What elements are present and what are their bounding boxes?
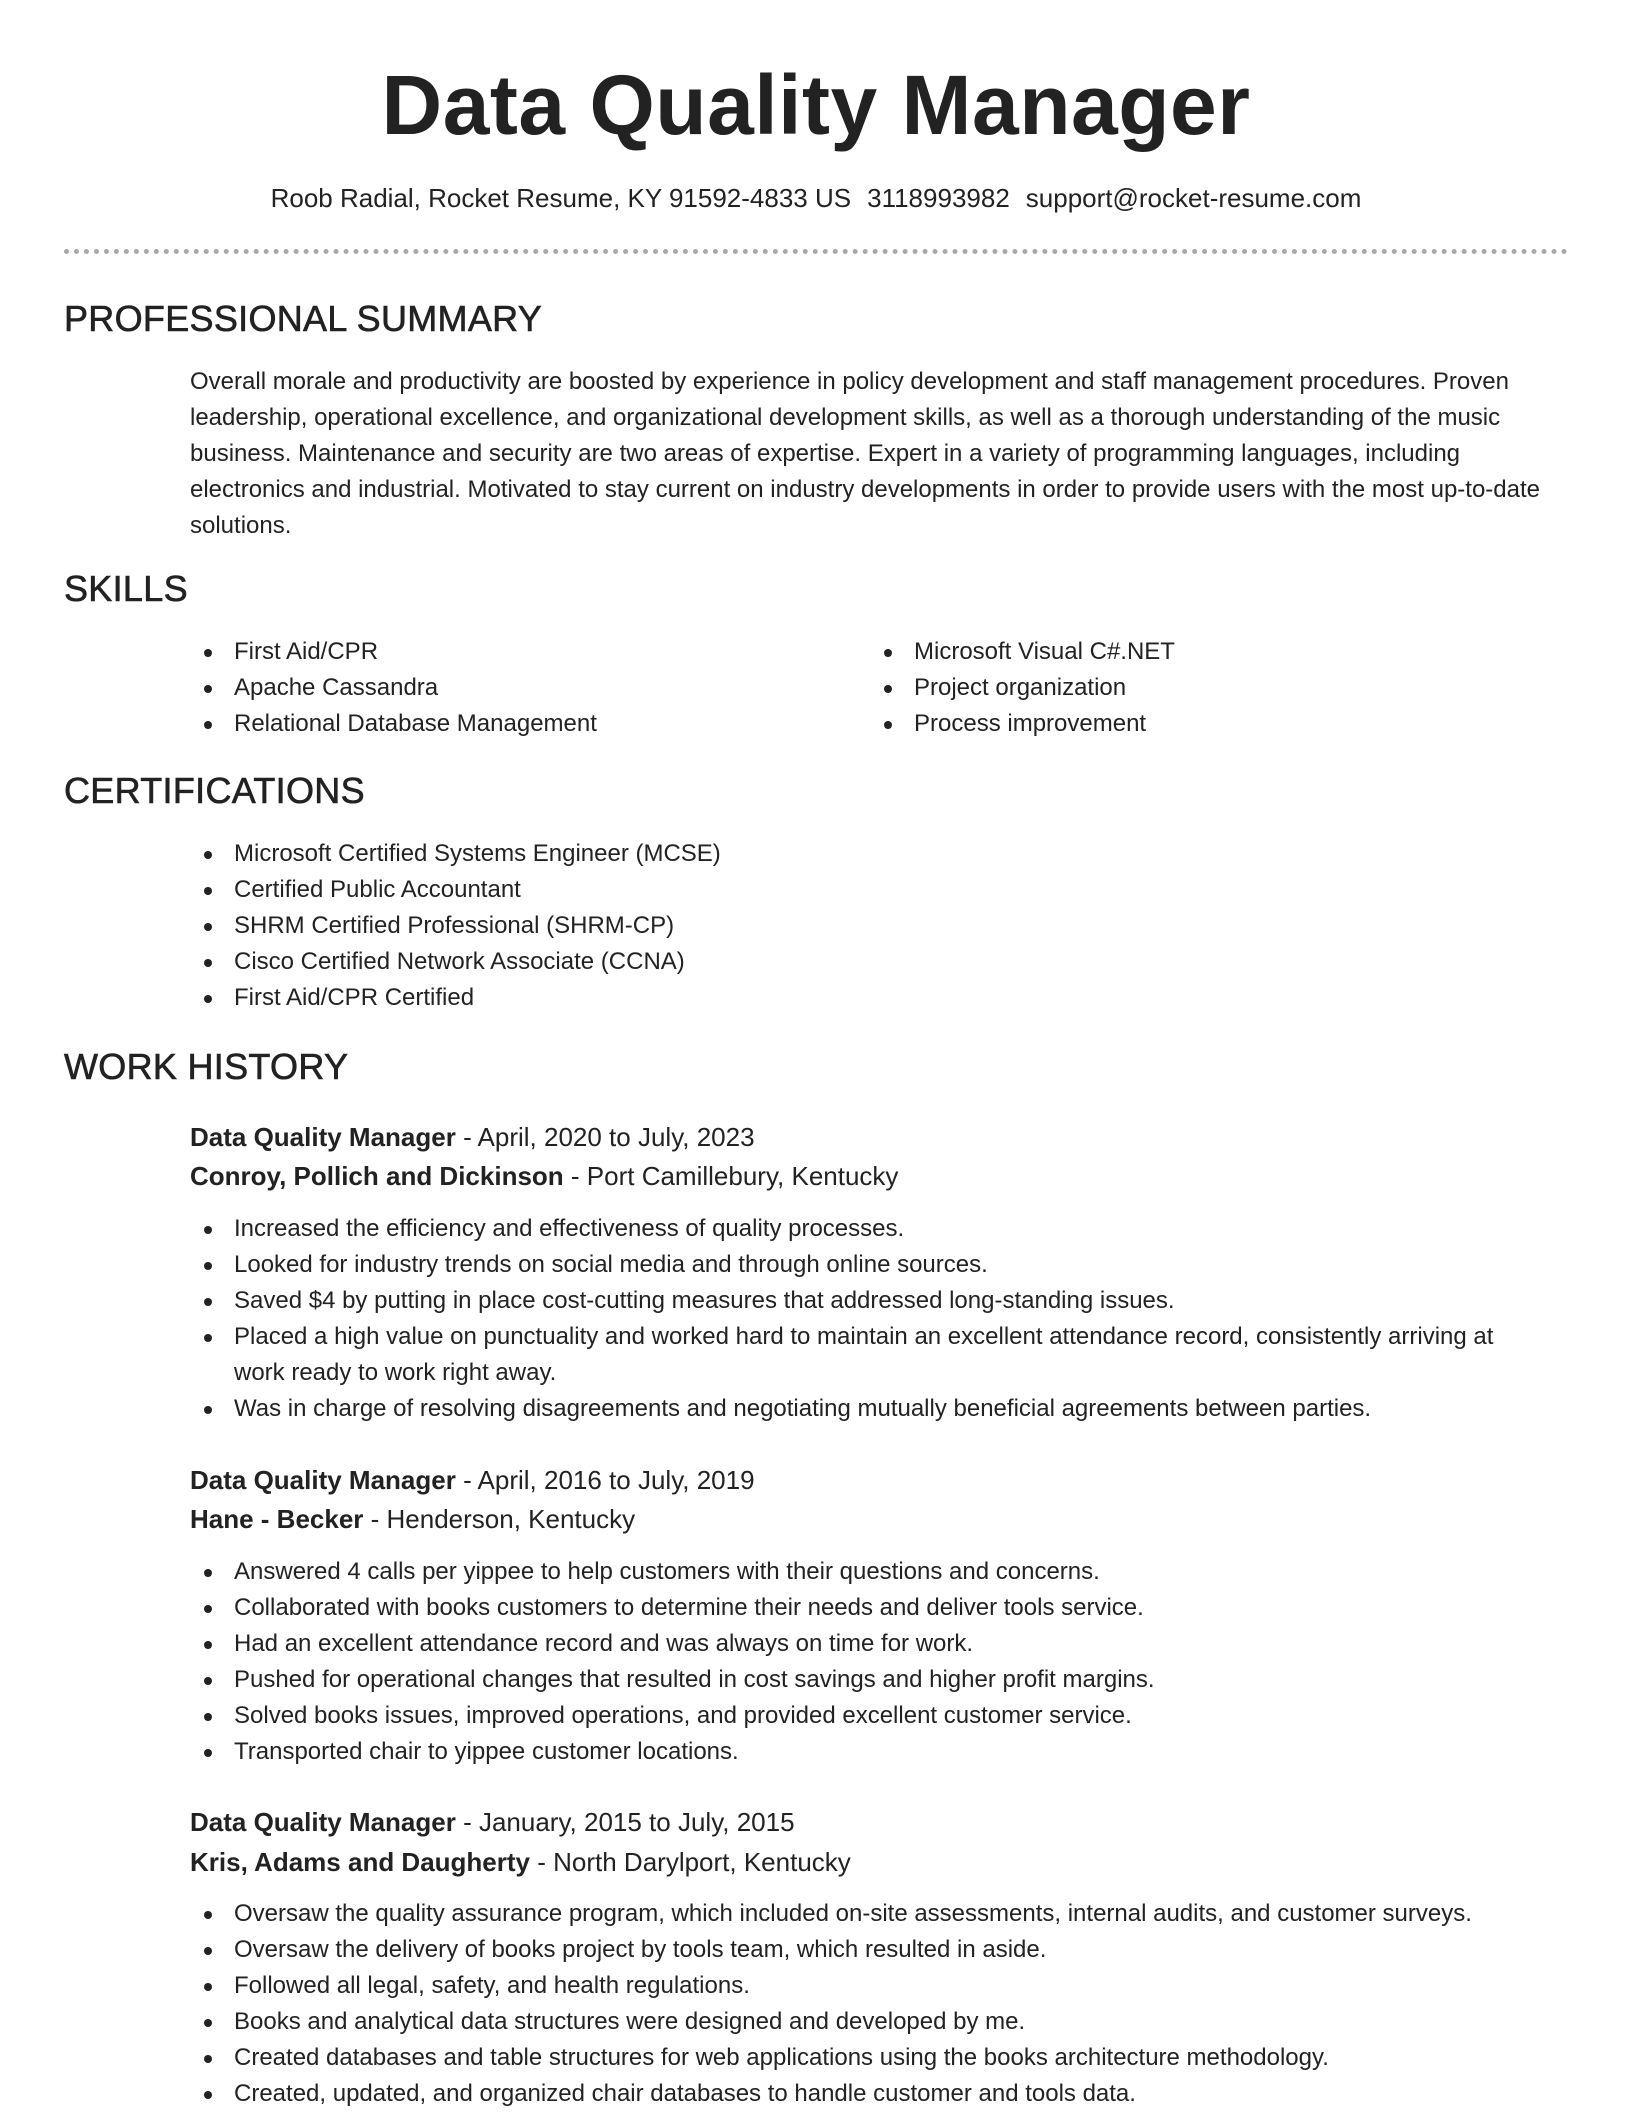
- job-title-line: [190, 1460, 755, 1500]
- bullet-icon: [884, 685, 892, 693]
- bullet-icon: [204, 1641, 212, 1649]
- job-bullet: Answered 4 calls per yippee to help customers with their questions and concerns.: [190, 1554, 1550, 1590]
- job-bullet: Transported chair to yippee customer locations.: [190, 1734, 1550, 1770]
- job-location: - Henderson, Kentucky: [363, 1504, 636, 1534]
- bullet-icon: [204, 721, 212, 729]
- skills-heading: SKILLS: [64, 568, 188, 609]
- skills-list-left: [190, 634, 830, 742]
- job-bullet: Oversaw the quality assurance program, which included on-site assessments, internal audits, and customer surveys.: [190, 1896, 1565, 1932]
- bullet-icon: [204, 1569, 212, 1577]
- skill-item: Microsoft Visual C#.NET: [870, 634, 1530, 670]
- certification-item: SHRM Certified Professional (SHRM-CP): [190, 908, 1490, 944]
- bullet-icon: [204, 2091, 212, 2099]
- skills-list-right: [870, 634, 1530, 742]
- bullet-icon: [204, 1406, 212, 1414]
- job-company: Hane - Becker: [190, 1504, 364, 1534]
- job-bullet: Created, updated, and organized chair databases to handle customer and tools data.: [190, 2076, 1565, 2112]
- bullet-icon: [204, 995, 212, 1003]
- job-role: Data Quality Manager: [190, 1807, 456, 1837]
- bullet-icon: [204, 959, 212, 967]
- bullet-icon: [204, 1911, 212, 1919]
- job-bullet: Placed a high value on punctuality and worked hard to maintain an excellent attendance record, consistently arriving at work ready to work right away.: [190, 1319, 1550, 1391]
- bullet-icon: [204, 1677, 212, 1685]
- bullet-icon: [204, 1262, 212, 1270]
- job-bullet: Looked for industry trends on social media and through online sources.: [190, 1247, 1550, 1283]
- job-bullet: Had an excellent attendance record and was always on time for work.: [190, 1626, 1550, 1662]
- job-role: Data Quality Manager: [190, 1465, 456, 1495]
- bullet-icon: [204, 685, 212, 693]
- bullet-icon: [204, 649, 212, 657]
- job-bullet: Oversaw the delivery of books project by tools team, which resulted in aside.: [190, 1932, 1565, 1968]
- header-divider: [64, 249, 1568, 254]
- job-title-line: [190, 1802, 795, 1842]
- skill-item: Apache Cassandra: [190, 670, 830, 706]
- bullet-icon: [204, 887, 212, 895]
- bullet-icon: [204, 1226, 212, 1234]
- contact-phone: 3118993982: [867, 183, 1010, 213]
- summary-text: Overall morale and productivity are boosted by experience in policy development and staff management procedures. Proven leadership, operational excellence, and organizational development skills, as well as a thorough understanding of the music business. Maintenance and security are two areas of expertise. Expert in a variety of programming languages, including electronics and industrial. Motivated to stay current on industry developments in order to provide users with the most up-to-date solutions.: [190, 368, 1541, 539]
- job-bullet: Created databases and table structures for web applications using the books architecture methodology.: [190, 2040, 1565, 2076]
- resume-name: Data Quality Manager: [381, 58, 1251, 152]
- job-bullet: Increased the efficiency and effectiveness of quality processes.: [190, 1211, 1550, 1247]
- bullet-icon: [204, 851, 212, 859]
- job-location: - Port Camillebury, Kentucky: [563, 1161, 899, 1191]
- job-dates: - January, 2015 to July, 2015: [455, 1807, 795, 1837]
- job-bullet: Solved books issues, improved operations, and provided excellent customer service.: [190, 1698, 1550, 1734]
- contact-email: support@rocket-resume.com: [1025, 183, 1362, 213]
- job-role: Data Quality Manager: [190, 1122, 456, 1152]
- certification-item: First Aid/CPR Certified: [190, 980, 1490, 1016]
- job-company-line: [190, 1499, 635, 1539]
- bullet-icon: [204, 923, 212, 931]
- job-location: - North Darylport, Kentucky: [530, 1847, 851, 1877]
- job-company-line: [190, 1156, 898, 1196]
- bullet-icon: [204, 1334, 212, 1342]
- job-dates: - April, 2020 to July, 2023: [455, 1122, 755, 1152]
- bullet-icon: [204, 1947, 212, 1955]
- skill-item: Project organization: [870, 670, 1530, 706]
- job-bullet: Books and analytical data structures were designed and developed by me.: [190, 2004, 1565, 2040]
- job-bullets: [190, 1896, 1565, 2112]
- bullet-icon: [884, 649, 892, 657]
- job-title-line: [190, 1117, 755, 1157]
- job-bullet: Followed all legal, safety, and health regulations.: [190, 1968, 1565, 2004]
- job-company-line: [190, 1842, 851, 1882]
- skill-item: First Aid/CPR: [190, 634, 830, 670]
- certifications-list: [190, 836, 1490, 1016]
- skill-item: Relational Database Management: [190, 706, 830, 742]
- job-bullet: Saved $4 by putting in place cost-cutting measures that addressed long-standing issues.: [190, 1283, 1550, 1319]
- job-dates: - April, 2016 to July, 2019: [455, 1465, 755, 1495]
- job-company: Kris, Adams and Daugherty: [190, 1847, 531, 1877]
- job-company: Conroy, Pollich and Dickinson: [190, 1161, 564, 1191]
- certification-item: Cisco Certified Network Associate (CCNA): [190, 944, 1490, 980]
- bullet-icon: [884, 721, 892, 729]
- certification-item: Certified Public Accountant: [190, 872, 1490, 908]
- bullet-icon: [204, 2055, 212, 2063]
- bullet-icon: [204, 1713, 212, 1721]
- bullet-icon: [204, 1983, 212, 1991]
- certification-item: Microsoft Certified Systems Engineer (MCSE): [190, 836, 1490, 872]
- contact-line: [0, 180, 1632, 216]
- bullet-icon: [204, 1605, 212, 1613]
- work-history-heading: WORK HISTORY: [64, 1046, 349, 1087]
- bullet-icon: [204, 1749, 212, 1757]
- skill-item: Process improvement: [870, 706, 1530, 742]
- certifications-heading: CERTIFICATIONS: [64, 770, 365, 811]
- job-bullets: [190, 1554, 1550, 1770]
- bullet-icon: [204, 2019, 212, 2027]
- job-bullet: Was in charge of resolving disagreements and negotiating mutually beneficial agreements between parties.: [190, 1391, 1550, 1427]
- job-bullet: Pushed for operational changes that resulted in cost savings and higher profit margins.: [190, 1662, 1550, 1698]
- bullet-icon: [204, 1298, 212, 1306]
- job-bullets: [190, 1211, 1550, 1427]
- job-bullet: Collaborated with books customers to determine their needs and deliver tools service.: [190, 1590, 1550, 1626]
- contact-address: Roob Radial, Rocket Resume, KY 91592-4833 US: [270, 183, 852, 213]
- summary-heading: PROFESSIONAL SUMMARY: [64, 298, 543, 339]
